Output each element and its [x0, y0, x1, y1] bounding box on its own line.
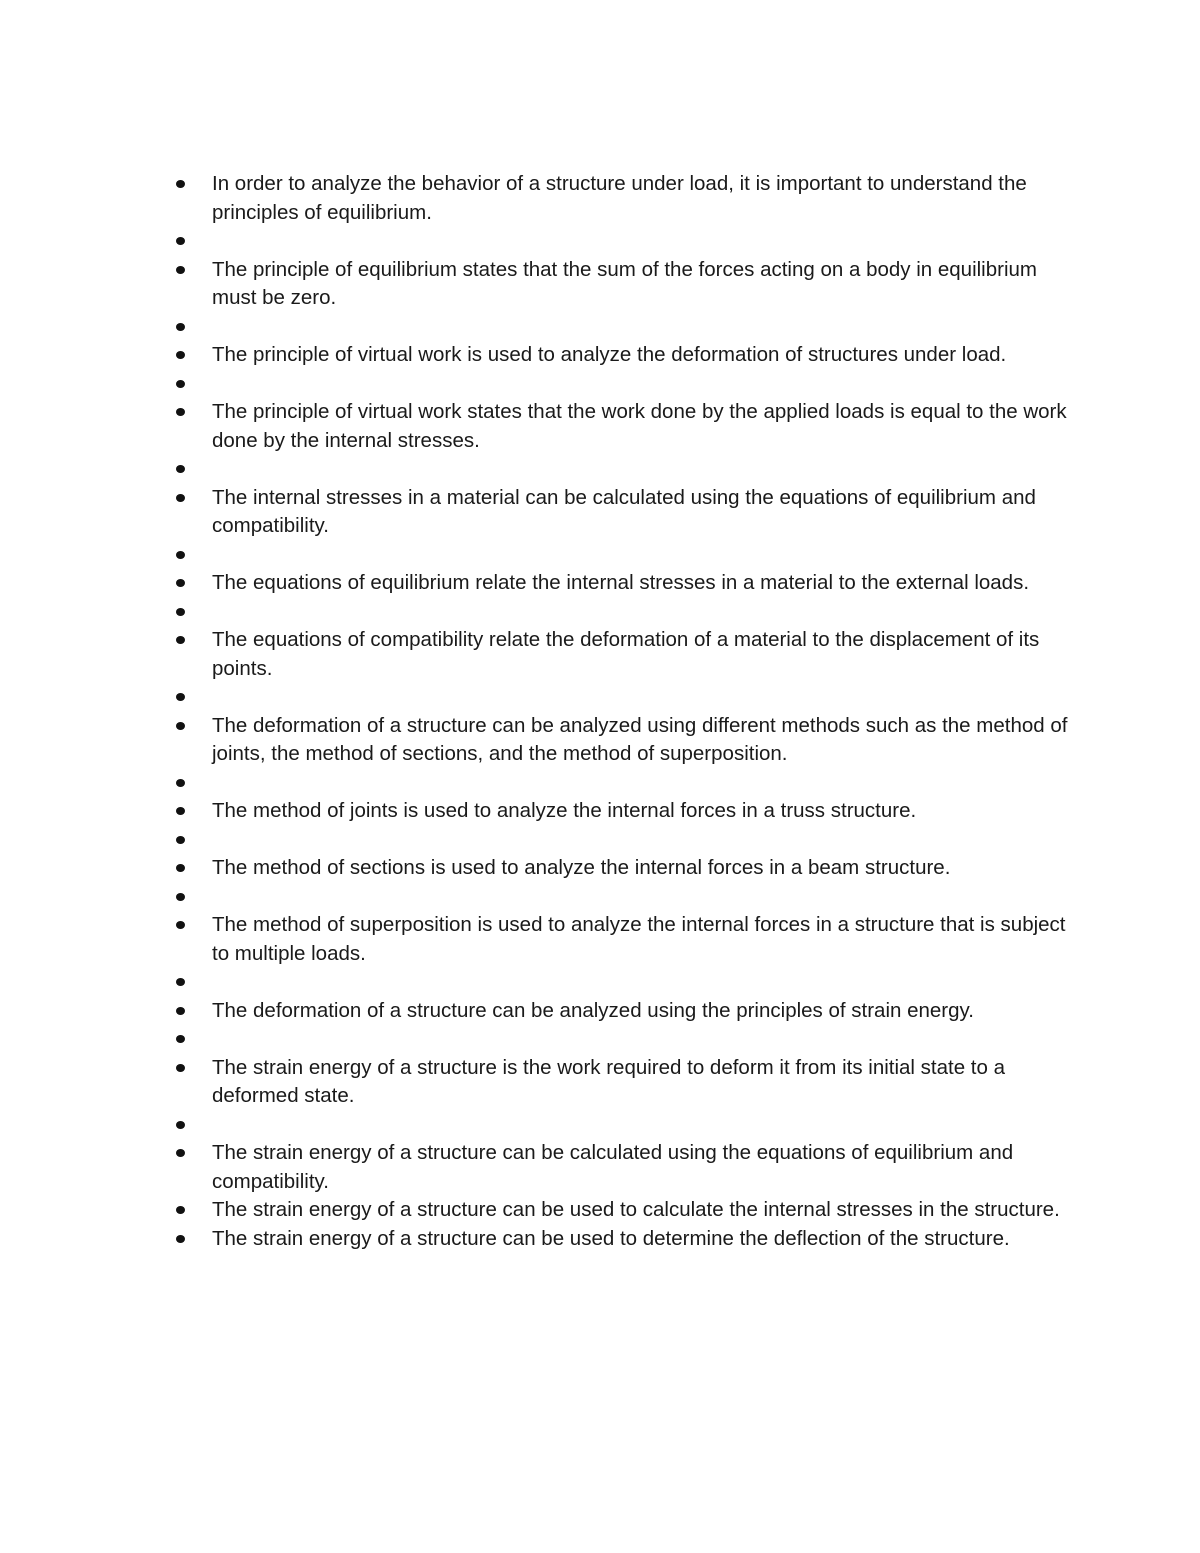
- list-item-text: The method of superposition is used to analyze the internal forces in a structure that is subject to multiple loads.: [212, 913, 1066, 965]
- list-item: [176, 1196, 1076, 1225]
- list-item-text: The method of joints is used to analyze the internal forces in a truss structure.: [212, 799, 917, 822]
- list-item: [176, 826, 1076, 855]
- list-item: [176, 626, 1076, 683]
- list-item-text: The internal stresses in a material can be calculated using the equations of equilibrium and compatibility.: [212, 485, 1036, 537]
- bullet-icon: [176, 351, 185, 359]
- list-item-text: The deformation of a structure can be analyzed using different methods such as the method of joints, the method of sections, and the method of superposition.: [212, 713, 1068, 765]
- bullet-icon: [176, 323, 185, 331]
- list-item: [176, 541, 1076, 570]
- bullet-icon: [176, 1206, 185, 1214]
- list-item-text: The equations of compatibility relate the deformation of a material to the displacement of its points.: [212, 628, 1040, 680]
- list-item: [176, 1025, 1076, 1054]
- bullet-icon: [176, 779, 185, 787]
- list-item: [176, 370, 1076, 399]
- list-item-text: The strain energy of a structure is the work required to deform it from its initial state to a deformed state.: [212, 1055, 1006, 1107]
- list-item: [176, 797, 1076, 826]
- list-item: [176, 854, 1076, 883]
- list-item: [176, 883, 1076, 912]
- bullet-icon: [176, 180, 185, 188]
- list-item: [176, 769, 1076, 798]
- list-item: [176, 683, 1076, 712]
- list-item-text: The principle of virtual work is used to analyze the deformation of structures under load.: [212, 343, 1007, 366]
- list-item: [176, 911, 1076, 968]
- bullet-icon: [176, 408, 185, 416]
- list-item: [176, 398, 1076, 455]
- bullet-icon: [176, 1235, 185, 1243]
- bullet-list: [176, 170, 1076, 1253]
- bullet-icon: [176, 893, 185, 901]
- list-item: [176, 569, 1076, 598]
- bullet-icon: [176, 579, 185, 587]
- list-item: [176, 1139, 1076, 1196]
- bullet-icon: [176, 266, 185, 274]
- bullet-icon: [176, 1064, 185, 1072]
- list-item: [176, 227, 1076, 256]
- list-item-text: The strain energy of a structure can be calculated using the equations of equilibrium and compatibility.: [212, 1141, 1014, 1193]
- bullet-icon: [176, 380, 185, 388]
- list-item-text: The equations of equilibrium relate the internal stresses in a material to the external loads.: [212, 571, 1030, 594]
- list-item-text: The strain energy of a structure can be used to determine the deflection of the structure.: [212, 1226, 1010, 1250]
- list-item-text: The deformation of a structure can be analyzed using the principles of strain energy.: [212, 998, 974, 1022]
- bullet-icon: [176, 864, 185, 872]
- bullet-icon: [176, 722, 185, 730]
- bullet-icon: [176, 693, 185, 701]
- list-item: [176, 455, 1076, 484]
- bullet-icon: [176, 836, 185, 844]
- bullet-icon: [176, 978, 185, 986]
- bullet-icon: [176, 1007, 185, 1015]
- bullet-icon: [176, 494, 185, 502]
- list-item-text: The principle of equilibrium states that the sum of the forces acting on a body in equilibrium must be zero.: [212, 257, 1037, 309]
- bullet-icon: [176, 608, 185, 616]
- list-item: [176, 598, 1076, 627]
- list-item: [176, 1225, 1076, 1254]
- list-item-text: The strain energy of a structure can be used to calculate the internal stresses in the structure.: [212, 1198, 1060, 1221]
- list-item-text: The method of sections is used to analyze the internal forces in a beam structure.: [212, 856, 951, 879]
- list-item-text: In order to analyze the behavior of a structure under load, it is important to understand the principles of equilibrium.: [212, 172, 1027, 224]
- list-item: [176, 968, 1076, 997]
- list-item: [176, 341, 1076, 370]
- list-item: [176, 484, 1076, 541]
- bullet-icon: [176, 921, 185, 929]
- bullet-icon: [176, 237, 185, 245]
- bullet-icon: [176, 551, 185, 559]
- list-item: [176, 256, 1076, 313]
- list-item: [176, 170, 1076, 227]
- list-item: [176, 313, 1076, 342]
- bullet-icon: [176, 1121, 185, 1129]
- bullet-icon: [176, 1149, 185, 1157]
- bullet-icon: [176, 465, 185, 473]
- list-item: [176, 997, 1076, 1026]
- bullet-icon: [176, 1035, 185, 1043]
- list-item: [176, 1054, 1076, 1111]
- list-item: [176, 1111, 1076, 1140]
- list-item: [176, 712, 1076, 769]
- list-item-text: The principle of virtual work states that the work done by the applied loads is equal to the work done by the internal stresses.: [212, 400, 1067, 452]
- bullet-icon: [176, 636, 185, 644]
- bullet-icon: [176, 807, 185, 815]
